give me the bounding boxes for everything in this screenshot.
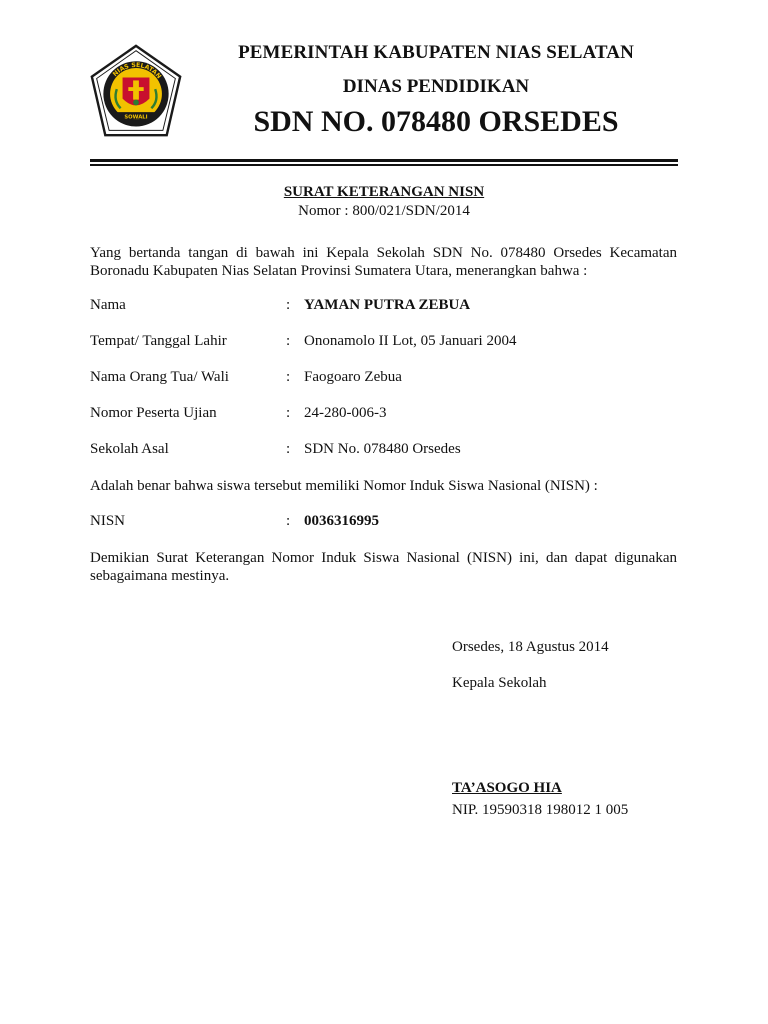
logo-banner-text: SOWALI (124, 114, 148, 121)
intro-paragraph: Yang bertanda tangan di bawah ini Kepala Sekolah SDN No. 078480 Orsedes Kecamatan Boronadu Kabupaten Nias Selatan Provinsi Sumatera Utara, menerangkan bahwa : (90, 245, 677, 279)
signature-place-date: Orsedes, 18 Agustus 2014 (452, 639, 609, 655)
field-value: Ononamolo II Lot, 05 Januari 2004 (304, 333, 517, 349)
signature-position: Kepala Sekolah (452, 675, 547, 691)
field-label: Nomor Peserta Ujian (90, 405, 217, 421)
field-colon: : (286, 333, 291, 349)
field-label: Nama Orang Tua/ Wali (90, 369, 229, 385)
field-row-school (90, 441, 678, 459)
document-number: Nomor : 800/021/SDN/2014 (298, 203, 470, 219)
regency-crest-icon (88, 43, 184, 139)
signature-nip: NIP. 19590318 198012 1 005 (452, 802, 629, 818)
field-row-exam-number (90, 405, 678, 423)
field-value: SDN No. 078480 Orsedes (304, 441, 461, 457)
letterhead-divider-thick (90, 159, 678, 162)
closing-paragraph: Demikian Surat Keterangan Nomor Induk Siswa Nasional (NISN) ini, dan dapat digunakan sebagaimana mestinya. (90, 550, 677, 584)
field-colon: : (286, 405, 291, 421)
field-colon: : (286, 369, 291, 385)
field-label: Nama (90, 297, 126, 313)
nisn-value: 0036316995 (304, 513, 379, 529)
field-value: 24-280-006-3 (304, 405, 387, 421)
field-label: Tempat/ Tanggal Lahir (90, 333, 227, 349)
field-colon: : (286, 441, 291, 457)
letterhead-school: SDN NO. 078480 ORSEDES (253, 105, 619, 138)
statement-paragraph: Adalah benar bahwa siswa tersebut memiliki Nomor Induk Siswa Nasional (NISN) : (90, 478, 598, 494)
letterhead-government: PEMERINTAH KABUPATEN NIAS SELATAN (238, 42, 634, 63)
logo-ring-text: NIAS SELATAN (111, 61, 163, 81)
field-colon: : (286, 513, 291, 529)
field-value: YAMAN PUTRA ZEBUA (304, 297, 471, 313)
field-label: Sekolah Asal (90, 441, 169, 457)
field-colon: : (286, 297, 291, 313)
field-row-parent (90, 369, 678, 387)
document-title: SURAT KETERANGAN NISN (283, 184, 485, 200)
letterhead-divider-thin (90, 164, 678, 166)
signature-name: TA’ASOGO HIA (452, 780, 562, 796)
field-row-birth (90, 333, 678, 351)
field-row-nisn (90, 513, 678, 531)
letterhead-department: DINAS PENDIDIKAN (342, 76, 530, 97)
nisn-label: NISN (90, 513, 126, 529)
field-row-name (90, 297, 678, 315)
field-value: Faogoaro Zebua (304, 369, 402, 385)
